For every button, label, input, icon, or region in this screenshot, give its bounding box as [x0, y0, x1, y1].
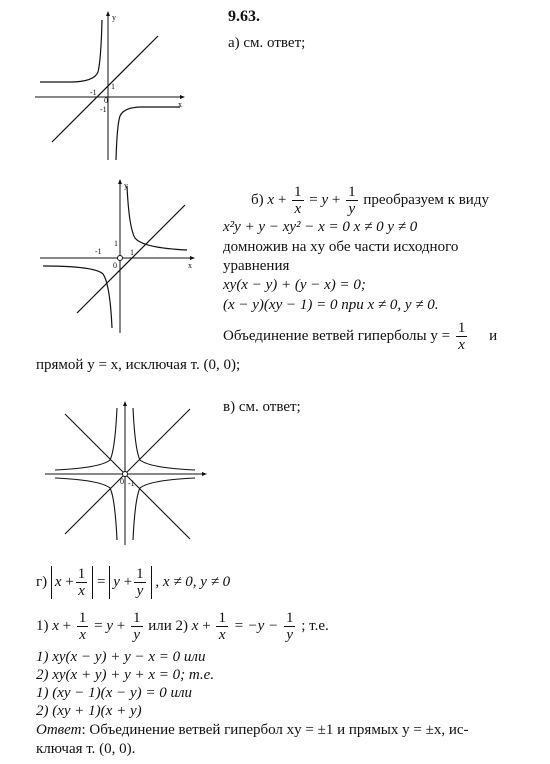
graph-v-tick-neg1: -1	[128, 479, 135, 488]
part-b-line1: б) x + $\frac{1}{x}$ = y + $\frac{1}{y}$ преобразуем к виду	[251, 184, 489, 217]
part-b-line5: xy(x − y) + (y − x) = 0;	[223, 277, 366, 293]
part-g-line1: г) x + $\frac{1}{x}$ = y + $\frac{1}{y}$ , x ≠ 0, y ≠ 0	[36, 566, 231, 599]
part-g-line2: 1) x + $\frac{1}{x}$ = y + $\frac{1}{y}$ или 2) x + $\frac{1}{x}$ = −y − $\frac{1}{y}$ ; т.е.	[36, 610, 329, 643]
graph-b-tick-1: 1	[114, 239, 118, 248]
part-b-line4: уравнения	[223, 258, 290, 274]
part-v-text: в) см. ответ;	[223, 399, 301, 415]
graph-v	[40, 400, 210, 550]
part-a-text: а) см. ответ;	[228, 35, 306, 51]
part-g-l4: 2) (xy + 1)(x + y)	[36, 703, 142, 719]
graph-a-tick-neg1-x: -1	[90, 88, 97, 97]
graph-a-origin: 0	[104, 96, 108, 105]
graph-v-origin: 0	[120, 477, 124, 486]
part-g-l1: 1) xy(x − y) + y − x = 0 или	[36, 649, 206, 665]
graph-a-x-label: x	[178, 100, 182, 109]
graph-b-x-label: x	[188, 261, 192, 270]
graph-b-y-label: y	[124, 181, 128, 190]
graph-a-tick-neg1-y: -1	[100, 105, 107, 114]
graph-a-tick-1: 1	[111, 82, 115, 91]
part-b-line6: (x − y)(xy − 1) = 0 при x ≠ 0, y ≠ 0.	[223, 297, 439, 313]
graph-a-y-label: y	[112, 13, 116, 22]
part-g-l3: 1) (xy − 1)(x − y) = 0 или	[36, 685, 193, 701]
part-b-line3: домножив на xy обе части исходного	[223, 239, 459, 255]
answer-line2: ключая т. (0, 0).	[36, 741, 136, 757]
answer-label: Ответ	[36, 722, 82, 738]
graph-b	[35, 178, 200, 338]
graph-b-tick-1-x: 1	[130, 248, 134, 257]
part-g-l2: 2) xy(x + y) + y + x = 0; т.е.	[36, 667, 215, 683]
part-b-line2: x²y + y − xy² − x = 0 x ≠ 0 y ≠ 0	[223, 219, 418, 235]
problem-number: 9.63.	[228, 8, 260, 25]
answer-line1: Ответ: Объединение ветвей гипербол xy = ±1 и прямых y = ±x, ис-	[36, 722, 469, 738]
graph-a	[30, 10, 190, 170]
part-b-line8: прямой y = x, исключая т. (0, 0);	[36, 357, 241, 373]
graph-b-tick-neg1: -1	[95, 247, 102, 256]
graph-b-origin: 0	[113, 261, 117, 270]
part-b-line7: Объединение ветвей гиперболы y = $\frac{1}{x}$ и	[223, 320, 498, 353]
